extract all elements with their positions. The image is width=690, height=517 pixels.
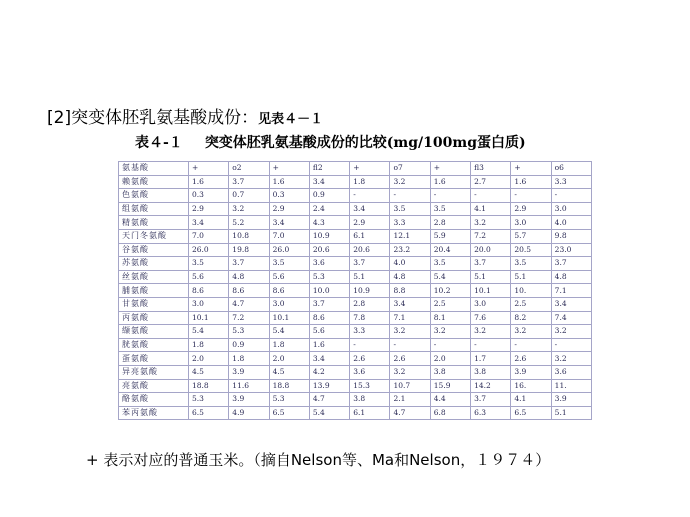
table-cell: 20.6: [350, 243, 390, 257]
table-cell: 1.8: [350, 175, 390, 189]
table-cell: 3.7: [229, 257, 269, 271]
table-cell: 3.2: [390, 365, 430, 379]
table-cell: -: [350, 189, 390, 203]
table-cell: 3.7: [471, 257, 511, 271]
table-cell: 23.0: [551, 243, 591, 257]
table-cell: 4.8: [390, 270, 430, 284]
table-cell: 3.2: [551, 352, 591, 366]
table-cell: 3.0: [511, 216, 551, 230]
table-cell: 4.0: [551, 216, 591, 230]
table-cell: 26.0: [269, 243, 309, 257]
table-cell: 3.7: [229, 175, 269, 189]
table-cell: 3.2: [511, 325, 551, 339]
amino-acid-name: 丝氨酸: [119, 270, 189, 284]
table-cell: 3.3: [350, 325, 390, 339]
table-cell: 2.9: [269, 202, 309, 216]
amino-acid-name: 丙氨酸: [119, 311, 189, 325]
table-cell: 3.8: [471, 365, 511, 379]
table-cell: 2.6: [350, 352, 390, 366]
table-cell: 3.9: [551, 393, 591, 407]
footnote: + 表示对应的普通玉米。（摘自Nelson等、Ma和Nelson，１９７４）: [86, 451, 551, 469]
table-cell: -: [471, 338, 511, 352]
table-cell: 10.8: [229, 229, 269, 243]
table-cell: 8.2: [511, 311, 551, 325]
table-cell: 10.9: [309, 229, 349, 243]
table-cell: 4.2: [309, 365, 349, 379]
table-cell: 5.4: [309, 406, 349, 420]
table-row: [119, 202, 592, 216]
table-cell: 5.4: [269, 325, 309, 339]
table-cell: 7.6: [471, 311, 511, 325]
amino-acid-name: 酪氨酸: [119, 393, 189, 407]
table-cell: 4.8: [551, 270, 591, 284]
table-cell: -: [511, 338, 551, 352]
table-header-cell: +: [350, 162, 390, 176]
table-cell: 2.0: [189, 352, 229, 366]
table-cell: 10.1: [269, 311, 309, 325]
table-row: [119, 393, 592, 407]
table-cell: 12.1: [390, 229, 430, 243]
table-cell: 3.5: [511, 257, 551, 271]
table-cell: 0.9: [229, 338, 269, 352]
table-cell: 14.2: [471, 379, 511, 393]
table-header-cell: o2: [229, 162, 269, 176]
amino-acid-name: 缬氨酸: [119, 325, 189, 339]
table-cell: 3.3: [551, 175, 591, 189]
table-cell: 3.7: [471, 393, 511, 407]
table-cell: 7.8: [350, 311, 390, 325]
table-cell: 18.8: [189, 379, 229, 393]
table-cell: 19.8: [229, 243, 269, 257]
table-cell: 0.7: [229, 189, 269, 203]
table-cell: 10.1: [189, 311, 229, 325]
table-cell: 5.3: [309, 270, 349, 284]
table-cell: 10.0: [309, 284, 349, 298]
table-row: [119, 311, 592, 325]
table-cell: 4.5: [269, 365, 309, 379]
table-cell: 5.3: [189, 393, 229, 407]
table-cell: 3.2: [471, 325, 511, 339]
table-cell: 3.7: [350, 257, 390, 271]
table-cell: 20.0: [471, 243, 511, 257]
table-cell: 20.6: [309, 243, 349, 257]
table-cell: 6.5: [511, 406, 551, 420]
table-cell: 0.3: [269, 189, 309, 203]
table-cell: 3.2: [471, 216, 511, 230]
table-cell: 7.1: [551, 284, 591, 298]
table-cell: -: [471, 189, 511, 203]
table-caption: 突变体胚乳氨基酸成份的比较(mg/100mg蛋白质): [204, 135, 526, 151]
table-cell: 4.3: [309, 216, 349, 230]
table-cell: 1.6: [430, 175, 470, 189]
table-cell: 8.6: [309, 311, 349, 325]
table-cell: 10.9: [350, 284, 390, 298]
table-cell: 0.9: [309, 189, 349, 203]
table-cell: 3.4: [189, 216, 229, 230]
table-cell: 26.0: [189, 243, 229, 257]
table-cell: 3.2: [390, 175, 430, 189]
table-cell: 2.0: [269, 352, 309, 366]
table-cell: 3.4: [269, 216, 309, 230]
table-header-cell: o6: [551, 162, 591, 176]
amino-acid-name: 谷氨酸: [119, 243, 189, 257]
table-header-row: [119, 162, 592, 176]
table-cell: 23.2: [390, 243, 430, 257]
table-cell: 18.8: [269, 379, 309, 393]
table-cell: 5.3: [229, 325, 269, 339]
table-cell: -: [511, 189, 551, 203]
table-row: [119, 270, 592, 284]
table-row: [119, 243, 592, 257]
table-cell: 6.8: [430, 406, 470, 420]
table-cell: 3.9: [229, 393, 269, 407]
table-cell: 7.0: [189, 229, 229, 243]
table-row: [119, 216, 592, 230]
table-cell: 4.5: [189, 365, 229, 379]
table-row: [119, 406, 592, 420]
table-cell: 7.0: [269, 229, 309, 243]
amino-acid-name: 精氨酸: [119, 216, 189, 230]
section-heading: [47, 103, 323, 128]
table-cell: 3.2: [551, 325, 591, 339]
amino-acid-name: 蛋氨酸: [119, 352, 189, 366]
table-cell: 10.: [511, 284, 551, 298]
table-cell: 6.1: [350, 406, 390, 420]
amino-acid-table: [118, 161, 592, 420]
table-cell: 2.6: [390, 352, 430, 366]
table-cell: 5.1: [350, 270, 390, 284]
table-cell: 2.8: [350, 297, 390, 311]
table-cell: -: [430, 189, 470, 203]
amino-acid-name: 异亮氨酸: [119, 365, 189, 379]
table-cell: 8.8: [390, 284, 430, 298]
table-cell: 7.4: [551, 311, 591, 325]
table-cell: -: [390, 189, 430, 203]
table-cell: 1.7: [471, 352, 511, 366]
table-cell: 1.6: [309, 338, 349, 352]
table-cell: 9.8: [551, 229, 591, 243]
table-cell: 2.9: [189, 202, 229, 216]
table-cell: 7.1: [390, 311, 430, 325]
table-cell: 1.6: [269, 175, 309, 189]
amino-acid-name: 天门冬氨酸: [119, 229, 189, 243]
table-row: [119, 284, 592, 298]
table-cell: 5.4: [430, 270, 470, 284]
table-cell: 4.4: [430, 393, 470, 407]
table-cell: 1.6: [189, 175, 229, 189]
table-cell: 6.5: [189, 406, 229, 420]
table-cell: 8.1: [430, 311, 470, 325]
amino-acid-name: 亮氨酸: [119, 379, 189, 393]
table-row: [119, 297, 592, 311]
table-header-cell: fl3: [471, 162, 511, 176]
table-cell: 3.0: [471, 297, 511, 311]
table-cell: -: [390, 338, 430, 352]
table-cell: 6.1: [350, 229, 390, 243]
table-header-cell: +: [269, 162, 309, 176]
table-row: [119, 189, 592, 203]
table-cell: 3.5: [390, 202, 430, 216]
table-cell: 3.5: [430, 202, 470, 216]
table-cell: 2.4: [309, 202, 349, 216]
amino-acid-name: 甘氨酸: [119, 297, 189, 311]
table-number: 表４-１: [135, 135, 183, 151]
table-cell: 4.7: [309, 393, 349, 407]
heading-sub: 见表４－１: [258, 112, 324, 127]
table-cell: 3.5: [430, 257, 470, 271]
table-cell: 2.5: [511, 297, 551, 311]
table-cell: 0.3: [189, 189, 229, 203]
table-cell: 3.2: [229, 202, 269, 216]
table-row: [119, 175, 592, 189]
table-cell: 3.4: [350, 202, 390, 216]
table-cell: 10.7: [390, 379, 430, 393]
table-cell: 5.4: [189, 325, 229, 339]
table-cell: 4.7: [390, 406, 430, 420]
table-row: [119, 338, 592, 352]
table-header-cell: +: [511, 162, 551, 176]
table-cell: 3.6: [551, 365, 591, 379]
amino-acid-name: 色氨酸: [119, 189, 189, 203]
table-header-cell: +: [430, 162, 470, 176]
table-cell: -: [430, 338, 470, 352]
table-cell: 15.3: [350, 379, 390, 393]
table-cell: 5.3: [269, 393, 309, 407]
table-cell: 3.0: [189, 297, 229, 311]
table-cell: 5.9: [430, 229, 470, 243]
table-cell: 16.: [511, 379, 551, 393]
table-row: [119, 352, 592, 366]
table-cell: 5.6: [269, 270, 309, 284]
table-cell: 15.9: [430, 379, 470, 393]
heading-main: [2]突变体胚乳氨基酸成份：: [47, 108, 259, 128]
table-cell: 2.9: [350, 216, 390, 230]
table-cell: 1.8: [229, 352, 269, 366]
amino-acid-name: 赖氨酸: [119, 175, 189, 189]
amino-acid-name: 苏氨酸: [119, 257, 189, 271]
table-cell: 5.6: [189, 270, 229, 284]
table-cell: 3.4: [551, 297, 591, 311]
table-cell: 2.6: [511, 352, 551, 366]
table-cell: -: [551, 189, 591, 203]
table-cell: 3.6: [350, 365, 390, 379]
table-row: [119, 325, 592, 339]
table-cell: 7.2: [471, 229, 511, 243]
table-cell: 8.6: [229, 284, 269, 298]
table-cell: 7.2: [229, 311, 269, 325]
table-cell: 4.1: [511, 393, 551, 407]
table-cell: 3.2: [430, 325, 470, 339]
table-cell: 2.1: [390, 393, 430, 407]
table-cell: 3.7: [551, 257, 591, 271]
table-cell: 4.7: [229, 297, 269, 311]
table-cell: 2.0: [430, 352, 470, 366]
table-cell: 2.9: [511, 202, 551, 216]
table-cell: 1.8: [269, 338, 309, 352]
table-cell: 3.7: [309, 297, 349, 311]
table-cell: 1.6: [511, 175, 551, 189]
amino-acid-name: 组氨酸: [119, 202, 189, 216]
table-cell: 6.5: [269, 406, 309, 420]
table-cell: -: [551, 338, 591, 352]
table-cell: 4.1: [471, 202, 511, 216]
table-cell: 3.8: [350, 393, 390, 407]
amino-acid-name: 苯丙氨酸: [119, 406, 189, 420]
table-cell: 20.4: [430, 243, 470, 257]
table-header-cell: o7: [390, 162, 430, 176]
table-cell: 8.6: [269, 284, 309, 298]
table-cell: 10.2: [430, 284, 470, 298]
table-cell: 11.: [551, 379, 591, 393]
amino-acid-name: 脯氨酸: [119, 284, 189, 298]
table-cell: 3.2: [390, 325, 430, 339]
table-cell: 3.8: [430, 365, 470, 379]
table-cell: 4.8: [229, 270, 269, 284]
table-cell: 5.7: [511, 229, 551, 243]
table-cell: 3.9: [229, 365, 269, 379]
table-cell: 3.3: [390, 216, 430, 230]
table-header-cell: 氨基酸: [119, 162, 189, 176]
table-cell: 2.5: [430, 297, 470, 311]
table-header-cell: fl2: [309, 162, 349, 176]
table-cell: 3.4: [390, 297, 430, 311]
table-row: [119, 379, 592, 393]
table-cell: 6.3: [471, 406, 511, 420]
table-cell: 13.9: [309, 379, 349, 393]
table-cell: -: [350, 338, 390, 352]
table-cell: 3.4: [309, 175, 349, 189]
table-cell: 4.0: [390, 257, 430, 271]
table-cell: 20.5: [511, 243, 551, 257]
table-title: [135, 132, 526, 152]
table-header-cell: +: [189, 162, 229, 176]
table-cell: 10.1: [471, 284, 511, 298]
table-cell: 3.4: [309, 352, 349, 366]
table-cell: 3.0: [269, 297, 309, 311]
table-cell: 1.8: [189, 338, 229, 352]
table-row: [119, 229, 592, 243]
table-cell: 3.6: [309, 257, 349, 271]
table-cell: 5.2: [229, 216, 269, 230]
table-cell: 5.1: [511, 270, 551, 284]
amino-acid-name: 胱氨酸: [119, 338, 189, 352]
table-row: [119, 257, 592, 271]
table-cell: 3.0: [551, 202, 591, 216]
table-cell: 2.7: [471, 175, 511, 189]
table-cell: 11.6: [229, 379, 269, 393]
table-cell: 3.5: [189, 257, 229, 271]
table-cell: 2.8: [430, 216, 470, 230]
table-cell: 5.1: [551, 406, 591, 420]
table-cell: 5.1: [471, 270, 511, 284]
table-cell: 8.6: [189, 284, 229, 298]
table-cell: 3.9: [511, 365, 551, 379]
table-cell: 4.9: [229, 406, 269, 420]
table-cell: 3.5: [269, 257, 309, 271]
table-cell: 5.6: [309, 325, 349, 339]
table-row: [119, 365, 592, 379]
